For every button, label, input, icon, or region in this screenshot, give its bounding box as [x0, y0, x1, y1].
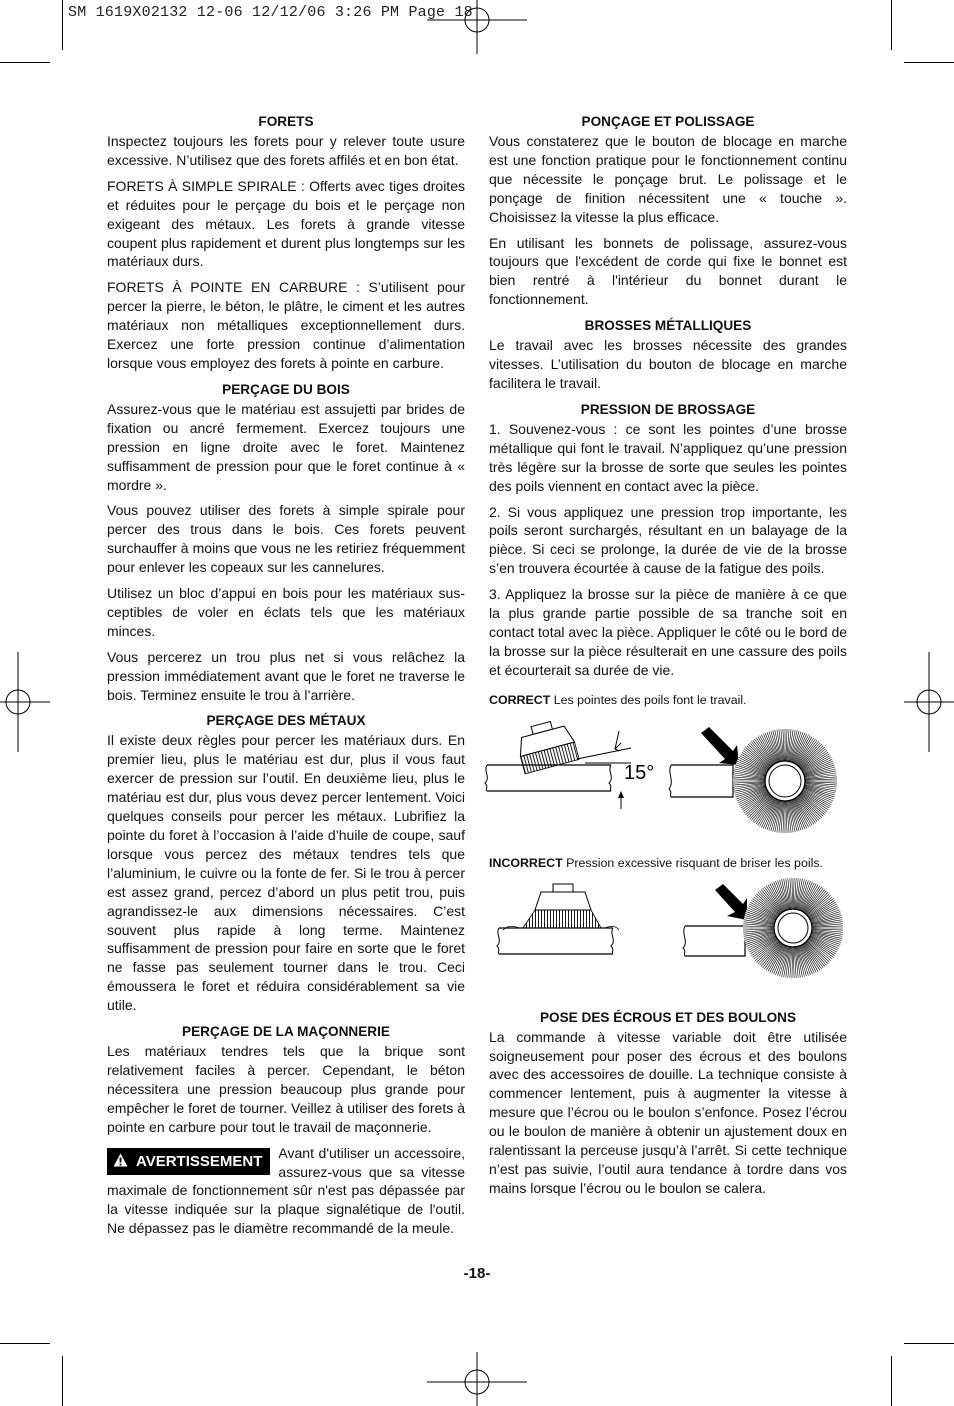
- paragraph: Il existe deux règles pour percer les matériaux durs. En premier lieu, plus le matériau est dur, plus il vous faut exercer de pression sur l’outil. En deuxième lieu, plus le matériau est dur, plus vous devez percer lentement. Voici quelques conseils pour percer les métaux. Lubrifiez la pointe du foret à l’occasion à l’aide d’huile de coupe, sauf lorsque vous percez des métaux tendres tels que l’aluminium, le cuivre ou la fonte de fer. Si le trou à percer est assez grand, percez d’abord un plus petit trou, puis agrandissez-le aux dimensions nécessaires. C’est souvent plus rapide à long terme. Maintenez suffisamment de pression pour faire en sorte que le foret ne fasse pas seulement tourner dans le trou. Ceci émoussera le foret et réduira considérablement sa vie utile.: [107, 732, 465, 1014]
- incorrect-brushing-diagram: [489, 878, 847, 988]
- paragraph: FORETS À POINTE EN CARBURE : S’utilisent pour percer la pierre, le béton, le plâtre, le ciment et les autres matériaux non métalliques exceptionnellement durs. Exercez une forte pression continue d’alimentation lorsque vous employez des forets à pointe en carbure.: [107, 279, 465, 371]
- figure-correct: [489, 692, 847, 833]
- warning-block: [107, 1144, 465, 1239]
- paragraph: En utilisant les bonnets de polissage, assurez-vous toujours que l'excédent de corde qui fixe le bonnet est bien rentré à l'intérieur du bonnet durant le fonctionnement.: [489, 234, 847, 308]
- paragraph: Utilisez un bloc d’appui en bois pour les matériaux sus-ceptibles de voler en éclats tels que les matériaux minces.: [107, 585, 465, 639]
- crop-mark: [891, 0, 892, 50]
- registration-mark-icon: [427, 0, 527, 54]
- paragraph: La commande à vitesse variable doit être utilisée soigneusement pour poser des écrous et des boulons avec des accessoires de douille. La technique consiste à commencer lentement, puis à augmenter la vitesse à mesure que l’écrou ou le boulon s’enfonce. Posez l’écrou ou le boulon de manière à obtenir un ajustement doux en ralentissant la perceuse jusqu’à l’arrêt. Si cette technique n’est pas suivie, l’outil aura tendance à tordre dans vos mains lorsque l’écrou ou le boulon se calera.: [489, 1028, 847, 1196]
- figure-incorrect-caption: Pression excessive risquant de briser les poils.: [566, 855, 823, 870]
- crop-mark: [904, 1343, 954, 1344]
- warning-badge: [107, 1148, 270, 1175]
- figure-incorrect-label: INCORRECT: [489, 855, 563, 870]
- paragraph: 1. Souvenez-vous : ce sont les pointes d’une brosse métallique qui font le travail. N’appliquez qu’une pression très légère sur la brosse de sorte que seules les pointes des poils viennent en contact avec la pièce.: [489, 420, 847, 494]
- left-column: [107, 112, 465, 1238]
- paragraph: Le travail avec les brosses nécessite des grandes vitesses. L’utilisation du bouton de blocage en marche facilitera le travail.: [489, 337, 847, 391]
- crop-mark: [904, 62, 954, 63]
- crop-mark: [891, 1356, 892, 1406]
- heading-poncage: PONÇAGE ET POLISSAGE: [581, 114, 755, 129]
- registration-mark-icon: [0, 652, 50, 752]
- correct-brushing-diagram: [481, 715, 849, 833]
- figure-incorrect: [489, 855, 847, 988]
- heading-percage-metaux: PERÇAGE DES MÉTAUX: [206, 713, 366, 729]
- heading-pression: PRESSION DE BROSSAGE: [580, 401, 756, 417]
- paragraph: Vous constaterez que le bouton de blocage en marche est une fonction pratique pour le fonctionnement continu que nécessite le ponçage brut. Le polissage et le ponçage de finition nécessitent une « touche ». Choisissez la vitesse la plus efficace.: [489, 133, 847, 225]
- paragraph: 2. Si vous appliquez une pression trop importante, les poils seront surchargés, résultant en un balayage de la pièce. Si ceci se prolonge, la durée de vie de la brosse s’en trouvera écourtée à cause de la fatigue des poils.: [489, 503, 847, 577]
- heading-brosses: BROSSES MÉTALLIQUES: [584, 318, 752, 334]
- angle-label: 15°: [624, 761, 655, 784]
- heading-percage-maconnerie: PERÇAGE DE LA MAÇONNERIE: [182, 1024, 390, 1040]
- page-number: -18-: [463, 1265, 491, 1282]
- crop-mark: [0, 62, 50, 63]
- paragraph: Inspectez toujours les forets pour y relever toute usure excessive. N’utilisez que des forets affilés et en bon état.: [107, 133, 465, 168]
- registration-mark-icon: [427, 1352, 527, 1406]
- paragraph: Vous pouvez utiliser des forets à simple spirale pour percer des trous dans le bois. Ces forets peuvent surchauffer à moins que vous ne les retiriez fréquemment pour enlever les copeaux sur les cannelures.: [107, 502, 465, 576]
- printer-slug: SM 1619X02132 12-06 12/12/06 3:26 PM Page 18: [68, 4, 473, 21]
- warning-text: Avant d'utiliser un accessoire, assurez-vous que sa vitesse maximale de fonctionnement sûr n'est pas dépassée par la vitesse indiquée sur la plaque signalétique de l'outil. Ne dépassez pas le diamètre recommandé de la meule.: [107, 1144, 465, 1237]
- crop-mark: [0, 1343, 50, 1344]
- paragraph: Les matériaux tendres tels que la brique sont relativement faciles à percer. Cependant, le béton nécessitera une pression beaucoup plus grande pour empêcher le foret de tourner. Veillez à utiliser des forets à pointe en carbure pour tout le travail de maçonnerie.: [107, 1043, 465, 1135]
- crop-mark: [62, 0, 63, 50]
- figure-correct-caption: Les pointes des poils font le travail.: [553, 692, 747, 707]
- crop-mark: [62, 1356, 63, 1406]
- paragraph: Assurez-vous que le matériau est assujetti par brides de fixation ou ancré fermement. Exercez toujours une pression en ligne droite avec le foret. Maintenez suffisamment de pression pour que le foret continue à « mordre ».: [107, 400, 465, 493]
- heading-forets: FORETS: [258, 114, 314, 129]
- paragraph: Vous percerez un trou plus net si vous relâchez la pression immédiatement avant que le foret ne traverse le bois. Terminez ensuite le trou à l’arrière.: [107, 648, 465, 703]
- registration-mark-icon: [904, 652, 954, 752]
- warning-triangle-icon: [113, 1153, 128, 1167]
- warning-badge-label: AVERTISSEMENT: [136, 1152, 263, 1170]
- paragraph: FORETS À SIMPLE SPIRALE : Offerts avec tiges droites et réduites pour le perçage du bois et le perçage non exigeant des métaux. Les forets à grande vitesse coupent plus rapidement et durent plus longtemps sur les matériaux durs.: [107, 177, 465, 270]
- right-column: [489, 112, 847, 1205]
- paragraph: 3. Appliquez la brosse sur la pièce de manière à ce que la plus grande partie possible de sa tranche soit en contact total avec la pièce. Appliquer le côté ou le bord de la brosse sur la pièce résulterait en une cassure des poils et écourterait sa durée de vie.: [489, 586, 848, 678]
- figure-correct-label: CORRECT: [489, 692, 551, 707]
- heading-percage-bois: PERÇAGE DU BOIS: [222, 381, 350, 397]
- heading-ecrous: POSE DES ÉCROUS ET DES BOULONS: [539, 1009, 797, 1025]
